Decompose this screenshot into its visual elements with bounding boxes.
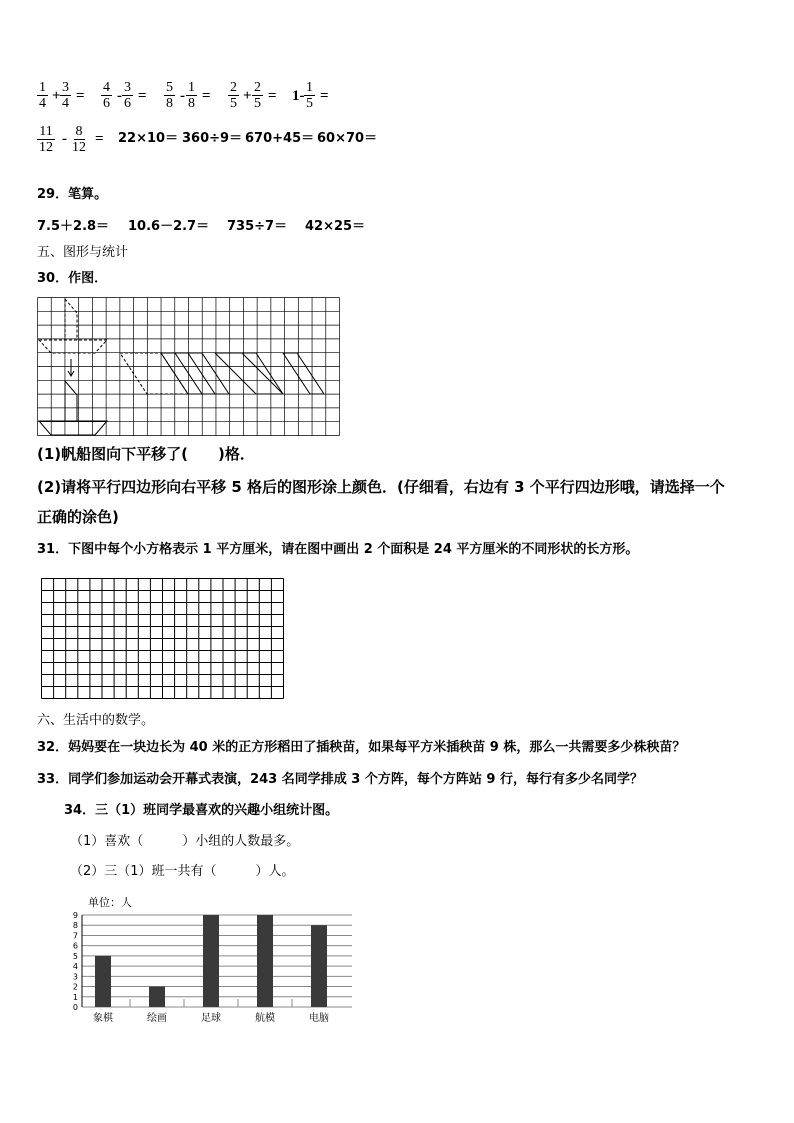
calc-item: 735÷7＝ [227,219,288,234]
question-34-title: 34．三（1）班同学最喜欢的兴趣小组统计图。 [64,803,339,818]
equals-sign: = [76,88,85,104]
calc-item: 670+45＝ [245,131,315,146]
translation-grid [37,297,340,437]
chart-x-label: 象棋 [93,1013,113,1024]
question-30-title: 30．作图． [37,271,108,286]
question-34-part-1: （1）喜欢（ ）小组的人数最多。 [70,834,300,849]
equals-sign: = [320,88,329,104]
chart-y-tick-label: 5 [72,951,78,961]
question-31-title: 31．下图中每个小方格表示 1 平方厘米，请在图中画出 2 个面积是 24 平方厘米的不同形状的长方形。 [37,542,639,557]
operator: - [180,88,185,104]
question-30-part-2-line-1: (2)请将平行四边形向右平移 5 格后的图形涂上颜色．(仔细看，右边有 3 个平行四边形哦，请选择一个 [37,478,725,496]
parallelogram-candidate-d [283,353,324,394]
chart-x-label: 电脑 [309,1013,329,1024]
section-5-heading: 五、图形与统计 [37,245,129,260]
chart-bar-航模 [257,915,273,1007]
fraction: $\frac{11}{12}$ [39,124,53,155]
calc-item: 7.5＋2.8＝ [37,219,110,234]
chart-x-label: 绘画 [147,1013,167,1024]
fraction: $\frac{8}{12}$ [72,124,86,155]
chart-y-tick-label: 1 [72,992,78,1002]
equals-sign: = [95,131,104,147]
section-6-heading: 六、生活中的数学。 [37,713,155,728]
operator: + [52,88,61,104]
sailboat-mast-solid [65,381,77,421]
operator: + [243,88,252,104]
calc-item: 42×25＝ [305,219,366,234]
fraction: $\frac{5}{8}$ [166,80,173,111]
chart-y-tick-label: 7 [72,931,78,941]
fraction: $\frac{1}{4}$ [39,80,46,111]
chart-y-tick-label: 2 [72,982,78,992]
fraction: $\frac{1}{5}$ [306,80,313,111]
chart-unit-label: 单位：人 [88,896,132,909]
chart-y-tick-label: 4 [72,962,78,972]
question-34-part-2: （2）三（1）班一共有（ ）人。 [70,864,295,879]
equals-sign: = [268,88,277,104]
chart-bar-绘画 [149,987,165,1007]
chart-bar-象棋 [95,956,111,1007]
question-33: 33．同学们参加运动会开幕式表演，243 名同学排成 3 个方阵，每个方阵站 9 行，每行有多少名同学？ [37,772,643,787]
equals-sign: = [138,88,147,104]
fraction: $\frac{2}{5}$ [254,80,261,111]
fraction: $\frac{2}{5}$ [230,80,237,111]
chart-bar-足球 [203,915,219,1007]
chart-y-tick-label: 0 [72,1003,78,1012]
whole-number: 1- [292,88,305,104]
area-grid [41,578,285,700]
sailboat-hull-dashed [39,340,107,353]
fraction: $\frac{1}{8}$ [188,80,195,111]
question-32: 32．妈妈要在一块边长为 40 米的正方形稻田了插秧苗，如果每平方米插秧苗 9 株，那么一共需要多少株秧苗？ [37,740,686,755]
parallelogram-dashed [120,353,188,394]
sailboat-hull-solid [39,421,107,435]
chart-y-tick-label: 8 [72,921,78,931]
calc-item: 10.6－2.7＝ [128,219,210,234]
question-30-part-1: (1)帆船图向下平移了( )格． [37,445,255,463]
operator: - [62,131,67,147]
interest-group-bar-chart [60,892,360,1027]
chart-x-label: 足球 [201,1013,221,1024]
fraction: $\frac{3}{4}$ [62,80,69,111]
question-30-part-2-line-2: 正确的涂色) [37,508,119,526]
chart-y-tick-label: 9 [72,911,78,920]
chart-y-tick-label: 6 [72,941,78,951]
chart-x-label: 航模 [255,1013,275,1024]
equals-sign: = [202,88,211,104]
operator: - [117,88,122,104]
chart-y-tick-label: 3 [72,972,78,982]
calc-item: 60×70＝ [317,131,378,146]
fraction: $\frac{3}{6}$ [124,80,131,111]
question-29-title: 29．笔算。 [37,187,108,202]
chart-bar-电脑 [311,925,327,1007]
sailboat-mast-dashed [65,299,77,340]
fraction: $\frac{4}{6}$ [103,80,110,111]
calc-item: 22×10＝ [118,131,179,146]
calc-item: 360÷9＝ [182,131,243,146]
